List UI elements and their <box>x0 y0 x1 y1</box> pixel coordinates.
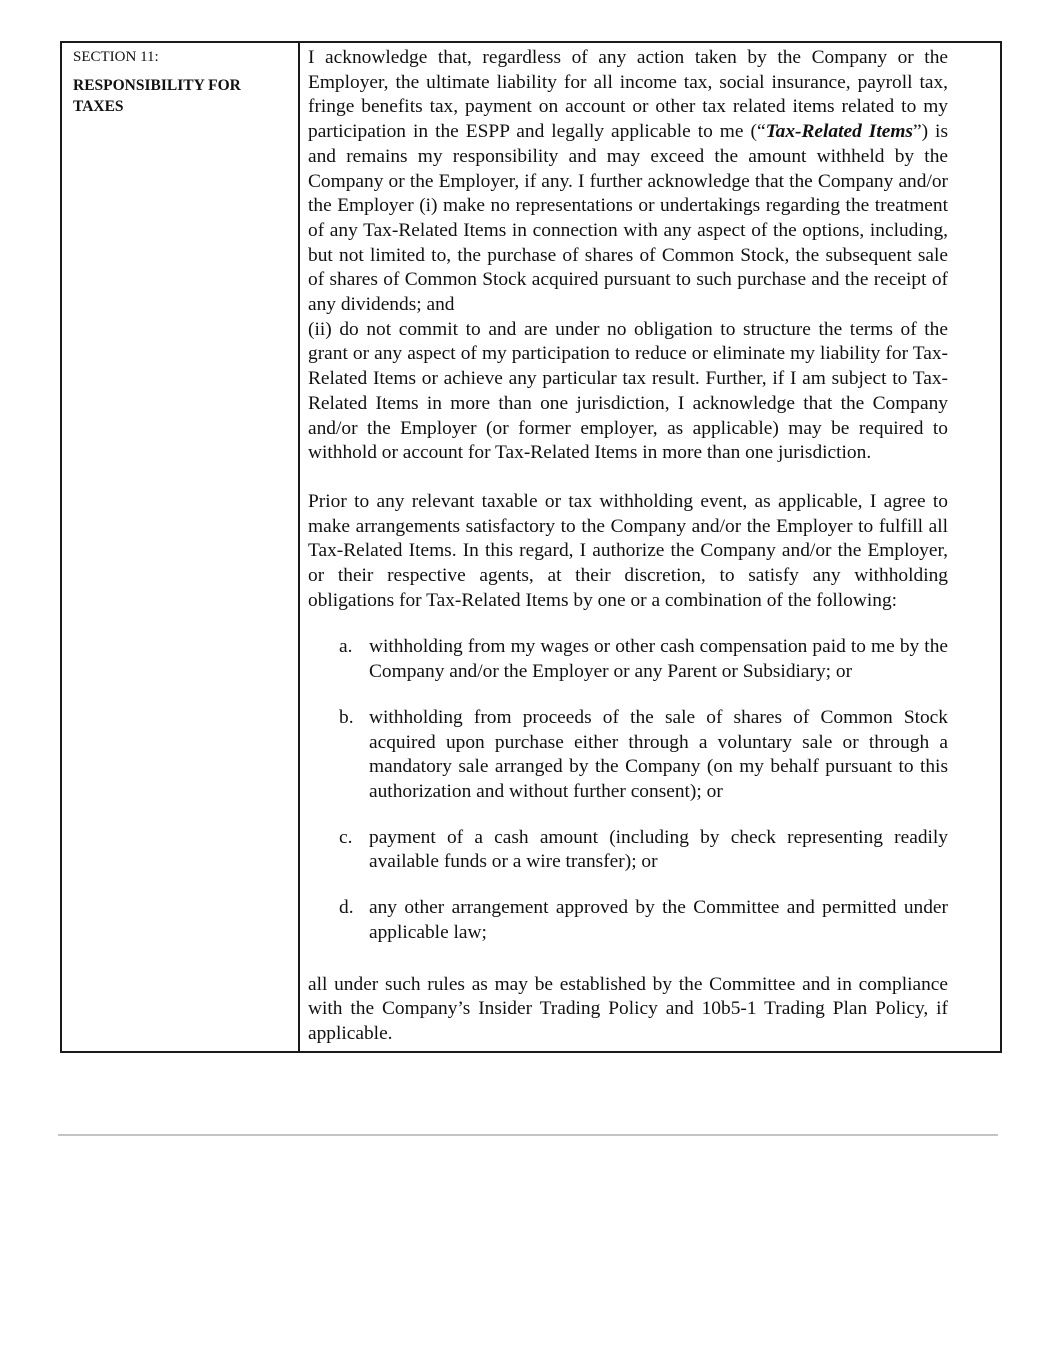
paragraph-acknowledgement-part1: I acknowledge that, regardless of any action taken by the Company or the Employer, the ultimate liability for all income tax, social insurance, payroll tax, fringe benefits tax, payment on account or other tax related items related to my participation in the ESPP and legally applicable to me (“ <box>308 47 948 143</box>
paragraph-no-obligation: (ii) do not commit to and are under no obligation to structure the terms of the grant or any aspect of my participation to reduce or eliminate my liability for Tax-Related Items or achieve any particular tax result. Further, if I am subject to Tax-Related Items in more than one jurisdiction, I acknowledge that the Company and/or the Employer (or former employer, as applicable) may be required to withhold or account for Tax-Related Items in more than one jurisdiction. <box>308 318 948 464</box>
list-marker: b. <box>339 706 354 728</box>
list-item-text: any other arrangement approved by the Committee and permitted under applicable law; <box>369 897 948 943</box>
defined-term-tax-related-items: Tax-Related Items <box>765 121 913 143</box>
list-item <box>308 635 948 684</box>
section-label-cell <box>62 43 300 1051</box>
list-item-text: withholding from proceeds of the sale of shares of Common Stock acquired upon purchase either through a voluntary sale or through a mandatory sale arranged by the Company (on my behalf pursuant to this authorization and without further consent); or <box>369 706 948 802</box>
paragraph-acknowledgement-part2: ”) is and remains my responsibility and may exceed the amount withheld by the Company or the Employer, if any. I further acknowledge that the Company and/or the Employer (i) make no representations or undertakings regarding the treatment of any Tax-Related Items in connection with any aspect of the options, including, but not limited to, the purchase of shares of Common Stock, the subsequent sale of shares of Common Stock acquired pursuant to such purchase and the receipt of any dividends; and <box>308 121 948 316</box>
section-title <box>73 75 288 117</box>
page-divider <box>58 1134 998 1136</box>
list-item-text: withholding from my wages or other cash compensation paid to me by the Company and/or the Employer or any Parent or Subsidiary; or <box>369 636 948 683</box>
section-table <box>60 41 1002 1053</box>
list-item <box>308 896 948 945</box>
list-item-text: payment of a cash amount (including by check representing readily available funds or a wire transfer); or <box>369 826 948 873</box>
paragraph-withholding-arrangements: Prior to any relevant taxable or tax withholding event, as applicable, I agree to make arrangements satisfactory to the Company and/or the Employer to fulfill all Tax-Related Items. In this regard, I authorize the Company and/or the Employer, or their respective agents, at their discretion, to satisfy any withholding obligations for Tax-Related Items by one or a combination of the following: <box>308 490 948 611</box>
list-marker: d. <box>339 897 354 919</box>
section-title-line2: TAXES <box>73 98 124 115</box>
paragraph-acknowledgement <box>308 46 948 318</box>
section-title-line1: RESPONSIBILITY FOR <box>73 77 241 94</box>
section-number: SECTION 11: <box>73 49 159 65</box>
withholding-methods-list <box>308 635 948 945</box>
section-body-cell <box>300 43 1000 1051</box>
paragraph-closing: all under such rules as may be established by the Committee and in compliance with the Company’s Insider Trading Policy and 10b5-1 Trading Plan Policy, if applicable. <box>308 973 948 1044</box>
list-marker: a. <box>339 636 353 658</box>
list-marker: c. <box>339 826 353 848</box>
list-item <box>308 706 948 805</box>
list-item <box>308 826 948 875</box>
